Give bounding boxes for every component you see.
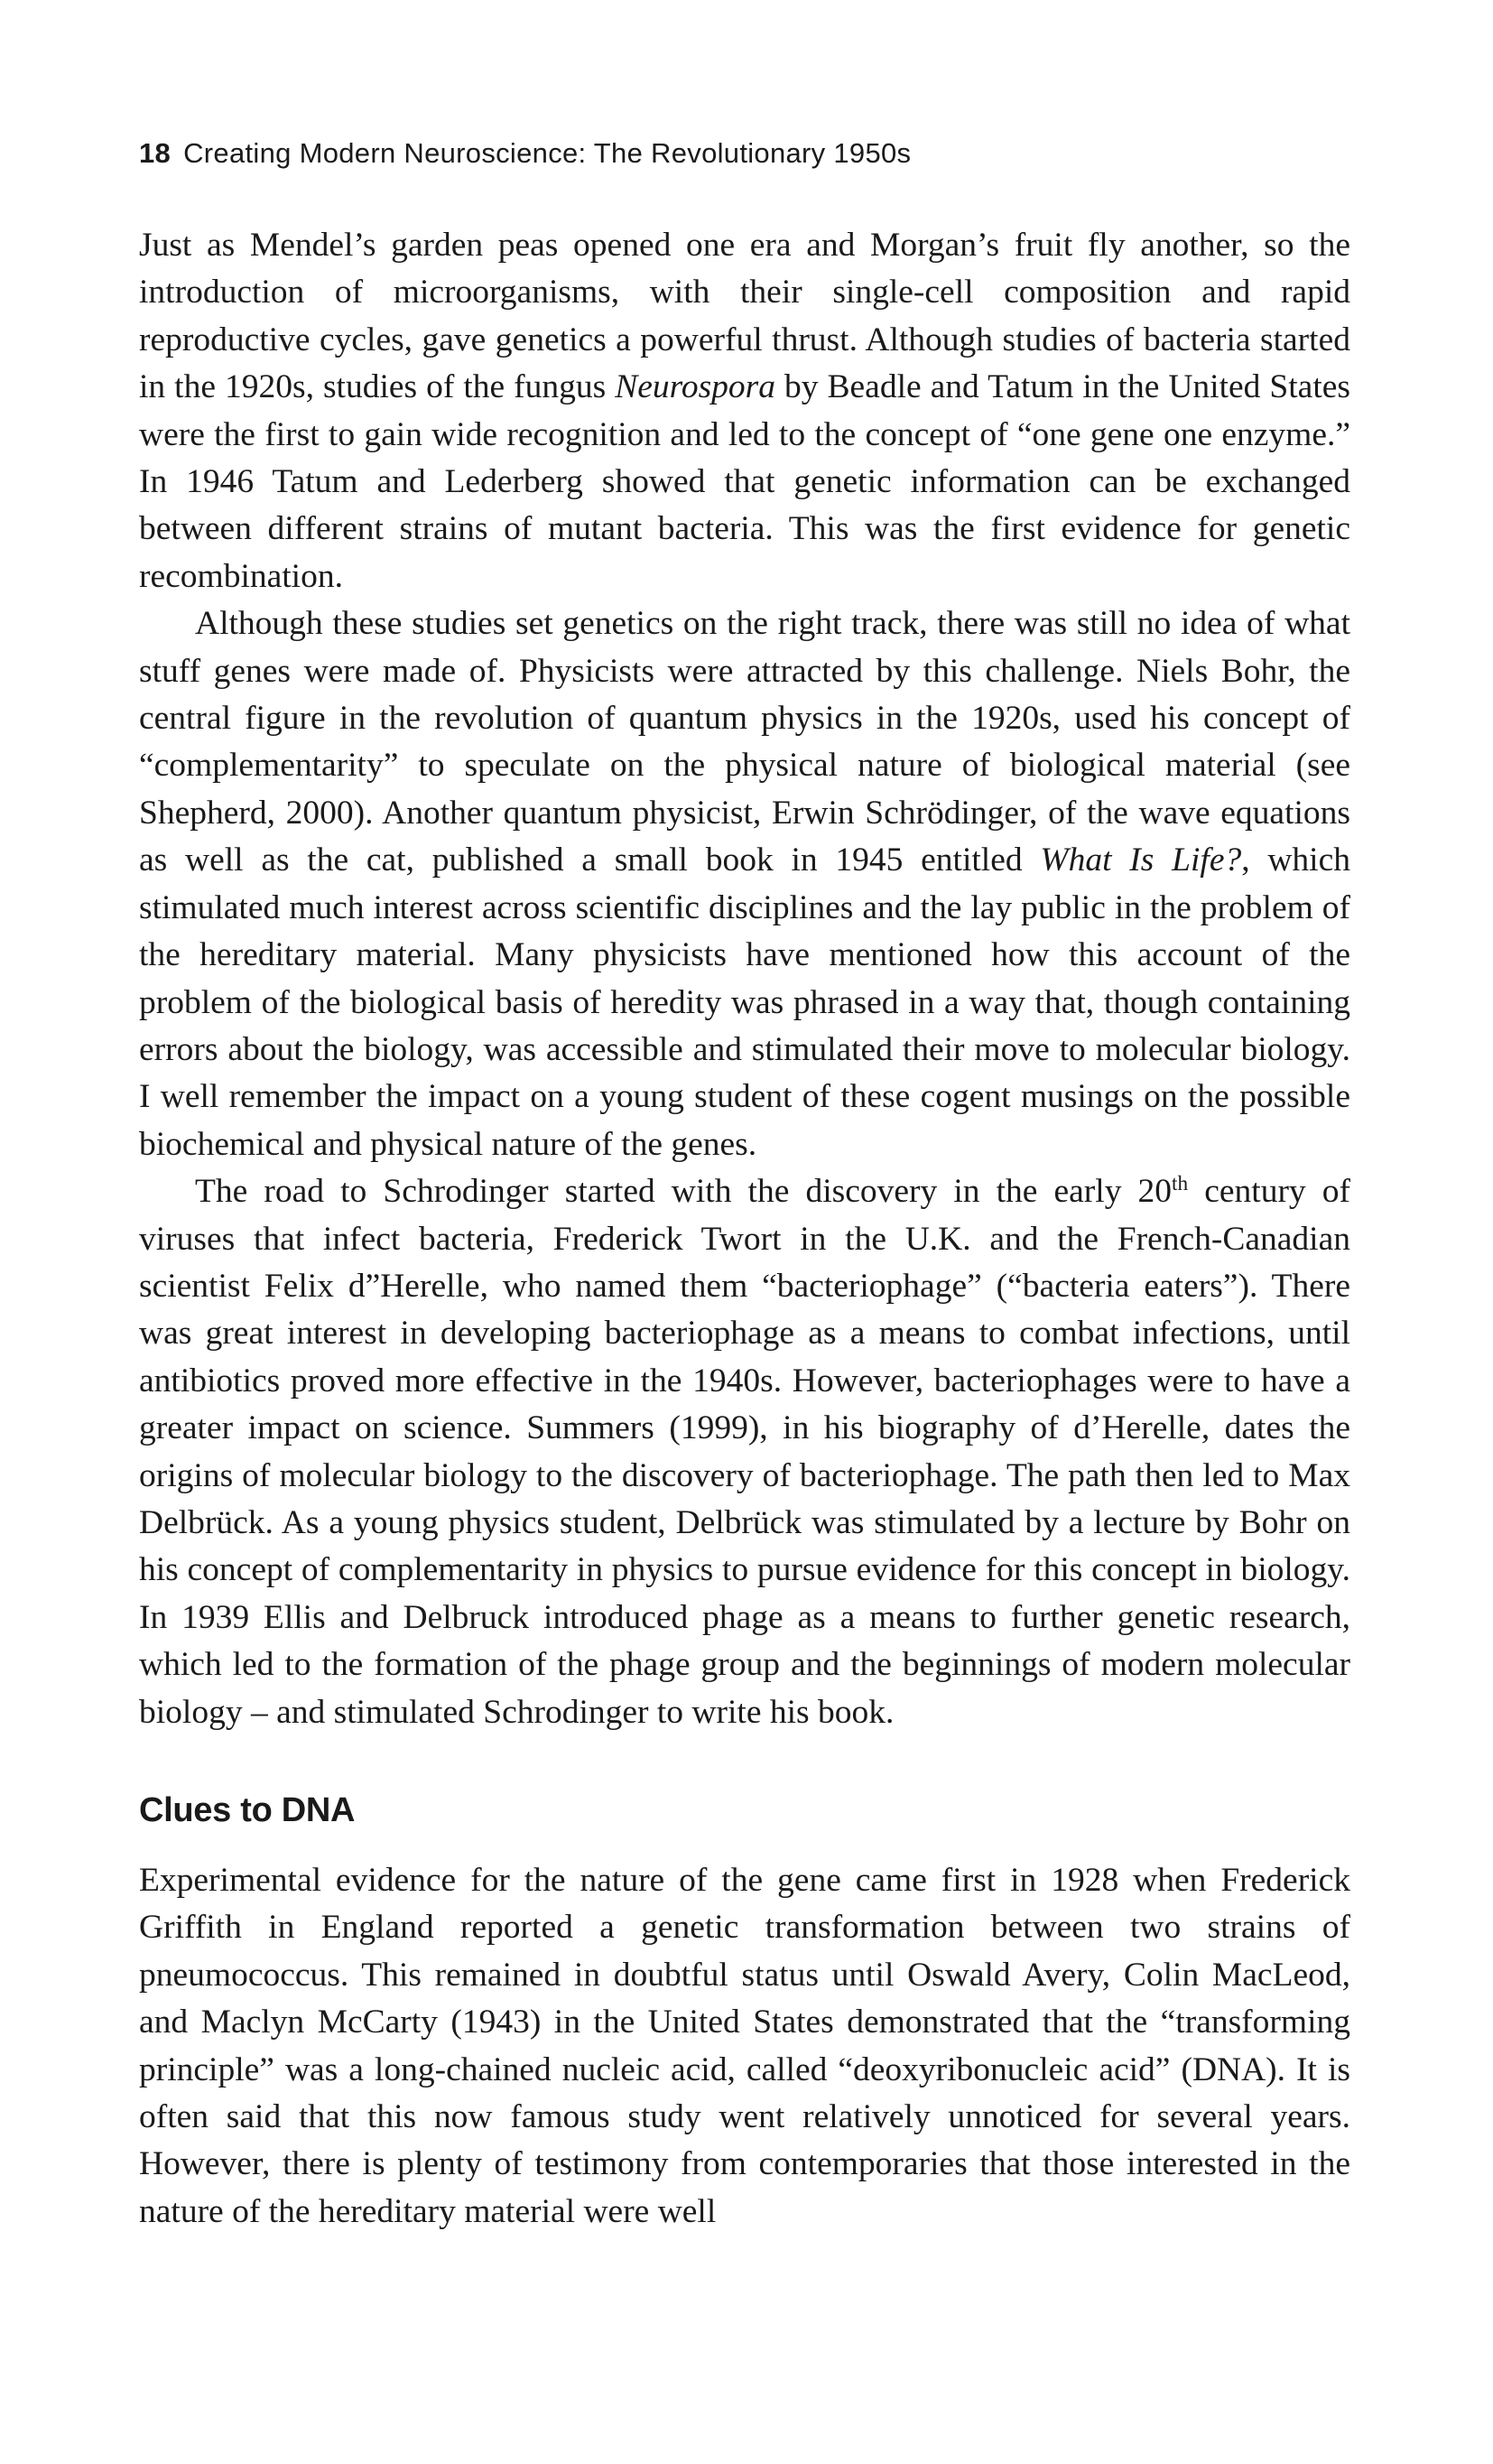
paragraph-2-text-cont: , which stimulated much interest across scientific disciplines and the lay public in the problem of the hereditary material. Many physicists have mentioned how this account of the problem of the biological basis of heredity was phrased in a way that, though containing errors about the biology, was accessible and stimulated their move to molecular biology. I well remember the impact on a young student of these cogent musings on the possible biochemical and physical nature of the genes. <box>139 841 1350 1163</box>
paragraph-2-text: Although these studies set genetics on the right track, there was still no idea of what stuff genes were made of. Physicists were attracted by this challenge. Niels Bohr, the central figure in the revolution of quantum physics in the 1920s, used his concept of “complementarity” to speculate on the physical nature of biological material (see Shepherd, 2000). Another quantum physicist, Erwin Schrödinger, of the wave equations as well as the cat, published a small book in 1945 entitled <box>139 605 1350 879</box>
paragraph-3-text: The road to Schrodinger started with the discovery in the early 20 <box>195 1173 1173 1211</box>
page-number: 18 <box>139 137 172 169</box>
italic-neurospora: Neurospora <box>615 368 776 406</box>
paragraph-2 <box>139 600 1350 1168</box>
running-head <box>139 137 911 170</box>
book-page <box>139 0 1350 2464</box>
paragraph-3-text-cont: century of viruses that infect bacteria, Frederick Twort in the U.K. and the French-Canadian scientist Felix d”Herelle, who named them “bacteriophage” (“bacteria eaters”). There was great interest in developing bacteriophage as a means to combat infections, until antibiotics proved more effective in the 1940s. However, bacteriophages were to have a greater impact on science. Summers (1999), in his biography of d’Herelle, dates the origins of molecular biology to the discovery of bacteriophage. The path then led to Max Delbrück. As a young physics student, Delbrück was stimulated by a lecture by Bohr on his concept of complementarity in physics to pursue evidence for this concept in biology. In 1939 Ellis and Delbruck introduced phage as a means to further genetic research, which led to the formation of the phage group and the beginnings of modern molecular biology – and stimulated Schrodinger to write his book. <box>139 1173 1351 1731</box>
running-head-title: Creating Modern Neuroscience: The Revolutionary 1950s <box>183 137 912 169</box>
paragraph-1 <box>139 222 1350 600</box>
italic-book-title: What Is Life? <box>1040 841 1242 879</box>
body-text <box>139 222 1350 2236</box>
paragraph-1-text-cont: by Beadle and Tatum in the United States were the first to gain wide recognition and led to the concept of “one gene one enzyme.” In 1946 Tatum and Lederberg showed that genetic information can be exchanged between different strains of mutant bacteria. This was the first evidence for genetic recombination. <box>139 368 1350 595</box>
section-clues-to-dna <box>139 1857 1350 2236</box>
paragraph-1-text: Just as Mendel’s garden peas opened one era and Morgan’s fruit fly another, so the introduction of microorganisms, with their single-cell composition and rapid reproductive cycles, gave genetics a powerful thrust. Although studies of bacteria started in the 1920s, studies of the fungus <box>139 227 1350 406</box>
paragraph-3 <box>139 1168 1350 1736</box>
section-heading: Clues to DNA <box>139 1791 356 1829</box>
superscript-th: th <box>1172 1172 1189 1196</box>
paragraph-4: Experimental evidence for the nature of the gene came first in 1928 when Frederick Griffith in England reported a genetic transformation between two strains of pneumococcus. This remained in doubtful status until Oswald Avery, Colin MacLeod, and Maclyn McCarty (1943) in the United States demonstrated that the “transforming principle” was a long-chained nucleic acid, called “deoxyribonucleic acid” (DNA). It is often said that this now famous study went relatively unnoticed for several years. However, there is plenty of testimony from contemporaries that those interested in the nature of the hereditary material were well <box>139 1862 1350 2230</box>
